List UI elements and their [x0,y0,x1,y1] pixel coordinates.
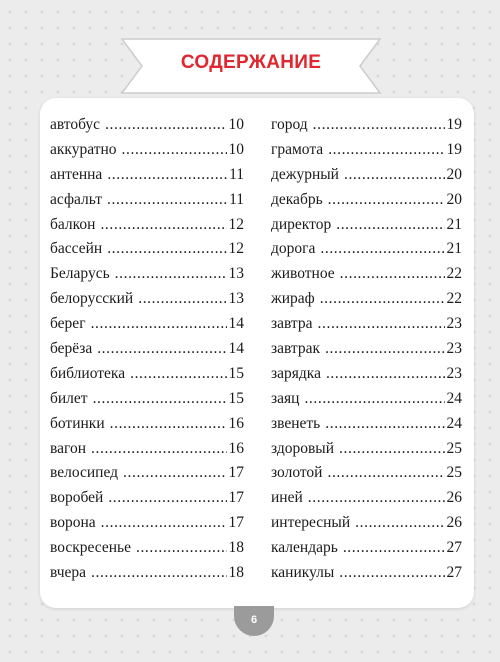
toc-entry-word: берёза [50,340,93,358]
toc-entry [271,440,462,465]
toc-entry [50,116,244,141]
toc-entry-page: 26 [446,514,462,532]
dot-leader [325,340,444,358]
dot-leader [91,440,226,458]
toc-entry-page: 12 [228,240,244,258]
toc-entry-page: 20 [446,165,462,183]
toc-entry-page: 13 [228,265,244,283]
dot-leader [123,464,226,482]
dot-leader [320,240,444,258]
toc-entry-word: звенеть [271,414,321,432]
toc-entry-page: 15 [228,364,244,382]
toc-entry-page: 22 [446,265,462,283]
toc-entry-page: 14 [228,315,244,333]
toc-entry-page: 23 [446,315,462,333]
toc-entry-word: жираф [271,290,315,308]
dot-leader [130,365,226,383]
toc-entry-word: заяц [271,389,300,407]
toc-entry [271,464,462,489]
toc-entry-page: 18 [228,539,244,557]
toc-entry-page: 14 [228,340,244,358]
dot-leader [325,415,444,433]
toc-entry-word: зарядка [271,364,321,382]
toc-entry-word: антенна [50,165,103,183]
toc-entry-word: балкон [50,215,96,233]
title-banner [120,36,382,96]
toc-entry [271,141,462,166]
toc-entry-word: город [271,116,308,133]
toc-entry [50,415,244,440]
toc-entry [271,415,462,440]
toc-entry-page: 10 [228,140,244,158]
toc-entry-word: каникулы [271,564,335,582]
toc-entry-word: директор [271,215,332,233]
dot-leader [340,265,445,283]
toc-entry [50,315,244,340]
toc-entry-word: библиотека [50,364,126,382]
toc-entry-word: дежурный [271,165,339,183]
dot-leader [328,191,445,209]
dot-leader [320,290,445,308]
page-number: 6 [250,614,258,626]
toc-entry-word: берег [50,315,86,333]
toc-entry [50,365,244,390]
toc-entry-page: 24 [446,389,462,407]
toc-entry [271,240,462,265]
toc-entry [271,390,462,415]
toc-entry-word: асфальт [50,190,102,208]
contents-column-right [271,116,462,589]
toc-entry-word: автобус [50,116,101,133]
toc-entry-page: 17 [228,514,244,532]
dot-leader [344,166,445,184]
dot-leader [93,390,227,408]
toc-entry-word: календарь [271,539,338,557]
toc-entry-page: 23 [446,340,462,358]
toc-entry [271,365,462,390]
toc-entry [271,290,462,315]
toc-entry-word: воробей [50,489,104,507]
toc-entry [50,290,244,315]
toc-entry-page: 24 [446,414,462,432]
dot-leader [355,514,444,532]
page-title: СОДЕРЖАНИЕ [180,52,322,73]
toc-entry-word: бассейн [50,240,103,258]
toc-entry-word: ботинки [50,414,105,432]
toc-entry-page: 17 [228,464,244,482]
toc-entry-page: 25 [446,464,462,482]
toc-entry-word: вчера [50,564,87,582]
dot-leader [91,564,226,582]
toc-entry-page: 27 [446,539,462,557]
toc-entry [50,240,244,265]
dot-leader [108,489,226,507]
toc-entry-page: 16 [228,439,244,457]
toc-entry-page: 25 [446,439,462,457]
dot-leader [105,116,226,134]
toc-entry-word: Беларусь [50,265,110,283]
toc-entry-page: 16 [228,414,244,432]
toc-entry [50,340,244,365]
toc-entry [271,315,462,340]
toc-entry-page: 21 [446,240,462,258]
toc-entry-page: 18 [228,564,244,582]
dot-leader [107,191,227,209]
toc-entry [50,216,244,241]
toc-entry [50,141,244,166]
toc-entry-page: 26 [446,489,462,507]
toc-entry-word: декабрь [271,190,323,208]
toc-entry [50,539,244,564]
toc-entry [271,166,462,191]
toc-entry [271,340,462,365]
toc-entry-word: белорусский [50,290,134,308]
toc-entry [50,265,244,290]
toc-entry [50,166,244,191]
dot-leader [110,415,227,433]
toc-entry-page: 27 [446,564,462,582]
toc-entry-page: 20 [446,190,462,208]
toc-entry-page: 23 [446,364,462,382]
toc-entry [50,464,244,489]
toc-entry-page: 19 [446,116,462,133]
toc-entry-word: грамота [271,140,324,158]
dot-leader [91,315,227,333]
page-number-badge [234,606,274,636]
dot-leader [136,539,227,557]
toc-entry-word: завтрак [271,340,321,358]
toc-entry [271,564,462,589]
toc-entry-word: здоровый [271,439,335,457]
toc-entry-word: вагон [50,439,87,457]
dot-leader [107,166,227,184]
toc-entry-word: велосипед [50,464,119,482]
toc-entry [50,489,244,514]
toc-entry-word: ворона [50,514,96,532]
contents-column-left [50,116,244,589]
toc-entry [271,116,462,141]
toc-entry-word: воскресенье [50,539,131,557]
dot-leader [339,440,444,458]
dot-leader [339,564,444,582]
toc-entry [50,440,244,465]
toc-entry-word: животное [271,265,335,283]
toc-entry-page: 22 [446,290,462,308]
toc-entry [50,191,244,216]
toc-entry-page: 17 [228,489,244,507]
dot-leader [327,464,444,482]
toc-entry-word: завтра [271,315,313,333]
dot-leader [122,141,227,159]
dot-leader [107,240,226,258]
toc-entry-word: золотой [271,464,323,482]
dot-leader [336,216,444,234]
toc-entry [271,514,462,539]
dot-leader [138,290,226,308]
dot-leader [97,340,226,358]
toc-entry-page: 21 [446,215,462,233]
toc-entry-word: аккуратно [50,140,117,158]
toc-entry [271,539,462,564]
dot-leader [100,216,226,234]
dot-leader [318,315,445,333]
toc-entry-page: 13 [228,290,244,308]
dot-leader [308,489,445,507]
dot-leader [343,539,445,557]
toc-entry [50,390,244,415]
toc-entry-word: иней [271,489,303,507]
toc-entry-page: 19 [446,140,462,158]
dot-leader [326,365,445,383]
toc-entry-page: 12 [228,215,244,233]
dot-leader [304,390,444,408]
toc-entry [271,265,462,290]
dot-leader [328,141,444,159]
toc-entry-page: 11 [229,190,244,208]
toc-entry [50,514,244,539]
contents-card [40,98,474,608]
toc-entry-page: 15 [228,389,244,407]
toc-entry [271,489,462,514]
toc-entry-page: 11 [229,165,244,183]
toc-entry [271,216,462,241]
toc-entry [271,191,462,216]
dot-leader [115,265,227,283]
toc-entry-word: дорога [271,240,316,258]
toc-entry-page: 10 [228,116,244,133]
toc-entry [50,564,244,589]
dot-leader [101,514,227,532]
toc-entry-word: билет [50,389,88,407]
dot-leader [313,116,445,134]
toc-entry-word: интересный [271,514,351,532]
